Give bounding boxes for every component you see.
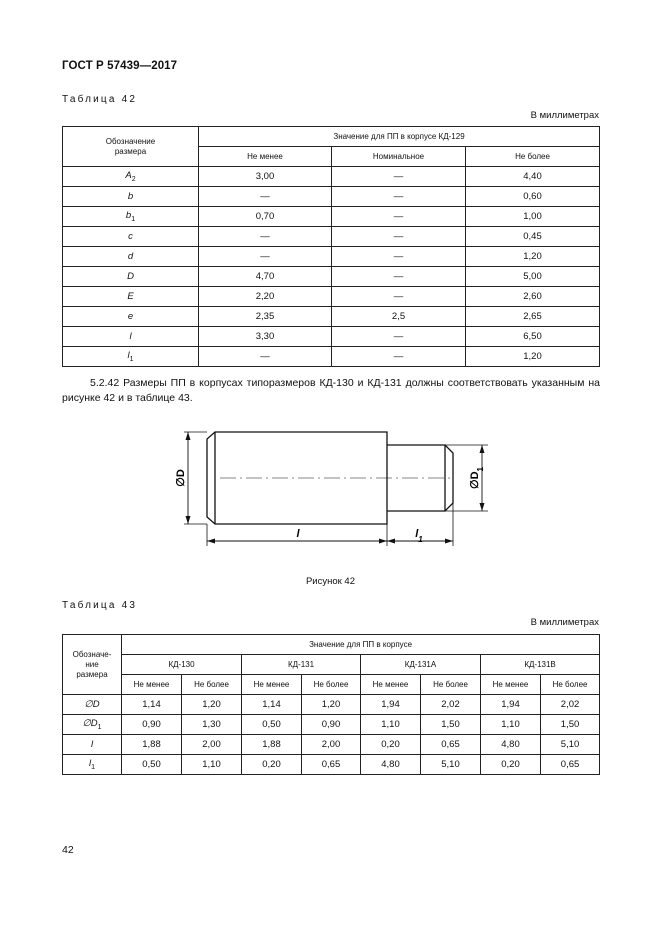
table-43-cell: 0,65	[302, 755, 361, 775]
table-43-cell: 0,50	[242, 715, 302, 735]
table-43-cell: 1,20	[182, 695, 242, 715]
table-row	[63, 715, 600, 735]
table-42-cell-max: 5,00	[466, 267, 600, 287]
table-43-cell: 1,94	[361, 695, 421, 715]
table-43-cell: 2,02	[421, 695, 481, 715]
table-43-case-kd131v: КД-131В	[481, 655, 600, 675]
table-43-cell: 0,90	[302, 715, 361, 735]
table-43-cell: 4,80	[361, 755, 421, 775]
table-42-cell-max: 2,65	[466, 307, 600, 327]
label-l1: $l_1$	[415, 528, 423, 544]
table-43-symbol: $\emptyset D_1$	[63, 715, 122, 735]
table-43-units: В миллиметрах	[530, 617, 599, 628]
label-D1: $\emptyset D_1$	[469, 467, 485, 489]
table-42-cell-max: 4,40	[466, 167, 600, 187]
table-43-cell: 0,20	[242, 755, 302, 775]
table-42-cell-max: 6,50	[466, 327, 600, 347]
table-42-symbol: d	[63, 247, 199, 267]
table-row	[63, 735, 600, 755]
table-43-header-max: Не более	[182, 675, 242, 695]
table-43-cell: 2,02	[541, 695, 600, 715]
table-42-header-max: Не более	[466, 147, 600, 167]
table-43-case-kd130: КД-130	[122, 655, 242, 675]
table-43-case-kd131a: КД-131А	[361, 655, 481, 675]
table-43-cell: 0,65	[421, 735, 481, 755]
table-row	[63, 227, 600, 247]
table-42-cell-max: 2,60	[466, 287, 600, 307]
table-42-cell-min: 0,70	[199, 207, 332, 227]
table-43-header-min: Не менее	[122, 675, 182, 695]
table-42-symbol: l	[63, 327, 199, 347]
table-42-symbol: b	[63, 187, 199, 207]
table-43-cell: 1,10	[182, 755, 242, 775]
body-paragraph: 5.2.42 Размеры ПП в корпусах типоразмеров КД-130 и КД-131 должны соответствовать указанным на рисунке 42 и в таблице 43.	[62, 377, 600, 404]
label-D: ∅D	[175, 469, 187, 487]
table-43-cell: 1,88	[122, 735, 182, 755]
table-row	[63, 327, 600, 347]
table-row	[63, 347, 600, 367]
table-42-symbol: D	[63, 267, 199, 287]
table-42-cell-min: —	[199, 347, 332, 367]
table-42-units: В миллиметрах	[530, 110, 599, 121]
table-42-symbol: $l_1$	[63, 347, 199, 367]
table-43-header-min: Не менее	[242, 675, 302, 695]
table-43-cell: 1,14	[242, 695, 302, 715]
table-42-cell-min: 4,70	[199, 267, 332, 287]
table-43-symbol: l	[63, 735, 122, 755]
table-43-header-max: Не более	[541, 675, 600, 695]
table-43-cell: 2,00	[302, 735, 361, 755]
table-row	[63, 755, 600, 775]
table-42-cell-nom: —	[332, 347, 466, 367]
table-43-cell: 1,20	[302, 695, 361, 715]
page-number: 42	[62, 844, 74, 856]
table-42-caption: Таблица 42	[62, 94, 138, 105]
table-row	[63, 207, 600, 227]
table-42-cell-nom: —	[332, 227, 466, 247]
table-42-cell-min: 2,35	[199, 307, 332, 327]
table-42-symbol: e	[63, 307, 199, 327]
table-42-cell-min: 2,20	[199, 287, 332, 307]
table-42-cell-nom: 2,5	[332, 307, 466, 327]
table-42-cell-nom: —	[332, 187, 466, 207]
table-row	[63, 187, 600, 207]
table-42-cell-nom: —	[332, 247, 466, 267]
table-42-cell-min: —	[199, 227, 332, 247]
table-43-header-min: Не менее	[481, 675, 541, 695]
table-43-cell: 1,14	[122, 695, 182, 715]
table-43-header-min: Не менее	[361, 675, 421, 695]
table-42-cell-min: —	[199, 187, 332, 207]
table-42-symbol: $b_1$	[63, 207, 199, 227]
figure-42-drawing	[170, 420, 500, 550]
table-42-symbol: $A_2$	[63, 167, 199, 187]
table-42-cell-max: 1,20	[466, 247, 600, 267]
table-43-header-designation: Обозначе-ние размера	[63, 635, 122, 695]
table-43-case-kd131: КД-131	[242, 655, 361, 675]
table-42-cell-nom: —	[332, 207, 466, 227]
table-43-cell: 4,80	[481, 735, 541, 755]
table-42-header-group: Значение для ПП в корпусе КД-129	[199, 127, 600, 147]
table-43-header-group: Значение для ПП в корпусе	[122, 635, 600, 655]
table-42-header-nom: Номинальное	[332, 147, 466, 167]
table-43-cell: 1,50	[421, 715, 481, 735]
table-42-header-designation: Обозначение размера	[63, 127, 199, 167]
table-42-cell-min: —	[199, 247, 332, 267]
table-43-cell: 0,50	[122, 755, 182, 775]
document-header: ГОСТ Р 57439—2017	[62, 60, 178, 72]
table-42	[62, 126, 600, 367]
table-43-cell: 5,10	[541, 735, 600, 755]
table-42-cell-max: 0,60	[466, 187, 600, 207]
table-42-symbol: E	[63, 287, 199, 307]
table-43-symbol: ∅D	[63, 695, 122, 715]
table-42-symbol: c	[63, 227, 199, 247]
table-43-cell: 2,00	[182, 735, 242, 755]
table-43-cell: 1,88	[242, 735, 302, 755]
table-43-caption: Таблица 43	[62, 600, 138, 611]
table-42-cell-min: 3,30	[199, 327, 332, 347]
table-43-header-max: Не более	[421, 675, 481, 695]
table-43-cell: 0,90	[122, 715, 182, 735]
table-43-cell: 5,10	[421, 755, 481, 775]
table-42-cell-nom: —	[332, 287, 466, 307]
label-l: l	[296, 528, 300, 540]
table-43-cell: 1,10	[481, 715, 541, 735]
table-row	[63, 695, 600, 715]
table-43-symbol: $l_1$	[63, 755, 122, 775]
table-row	[63, 167, 600, 187]
table-43-cell: 0,65	[541, 755, 600, 775]
table-42-cell-nom: —	[332, 167, 466, 187]
table-42-cell-max: 1,20	[466, 347, 600, 367]
table-row	[63, 267, 600, 287]
table-42-cell-min: 3,00	[199, 167, 332, 187]
table-42-cell-nom: —	[332, 267, 466, 287]
table-43-cell: 1,94	[481, 695, 541, 715]
table-43-cell: 1,30	[182, 715, 242, 735]
table-43-header-max: Не более	[302, 675, 361, 695]
table-row	[63, 287, 600, 307]
table-row	[63, 247, 600, 267]
table-43	[62, 634, 600, 775]
table-43-cell: 1,10	[361, 715, 421, 735]
figure-42-caption: Рисунок 42	[305, 576, 356, 587]
table-row	[63, 307, 600, 327]
table-43-cell: 1,50	[541, 715, 600, 735]
table-42-cell-max: 1,00	[466, 207, 600, 227]
table-42-header-min: Не менее	[199, 147, 332, 167]
table-43-cell: 0,20	[481, 755, 541, 775]
table-42-cell-max: 0,45	[466, 227, 600, 247]
table-43-cell: 0,20	[361, 735, 421, 755]
table-42-cell-nom: —	[332, 327, 466, 347]
